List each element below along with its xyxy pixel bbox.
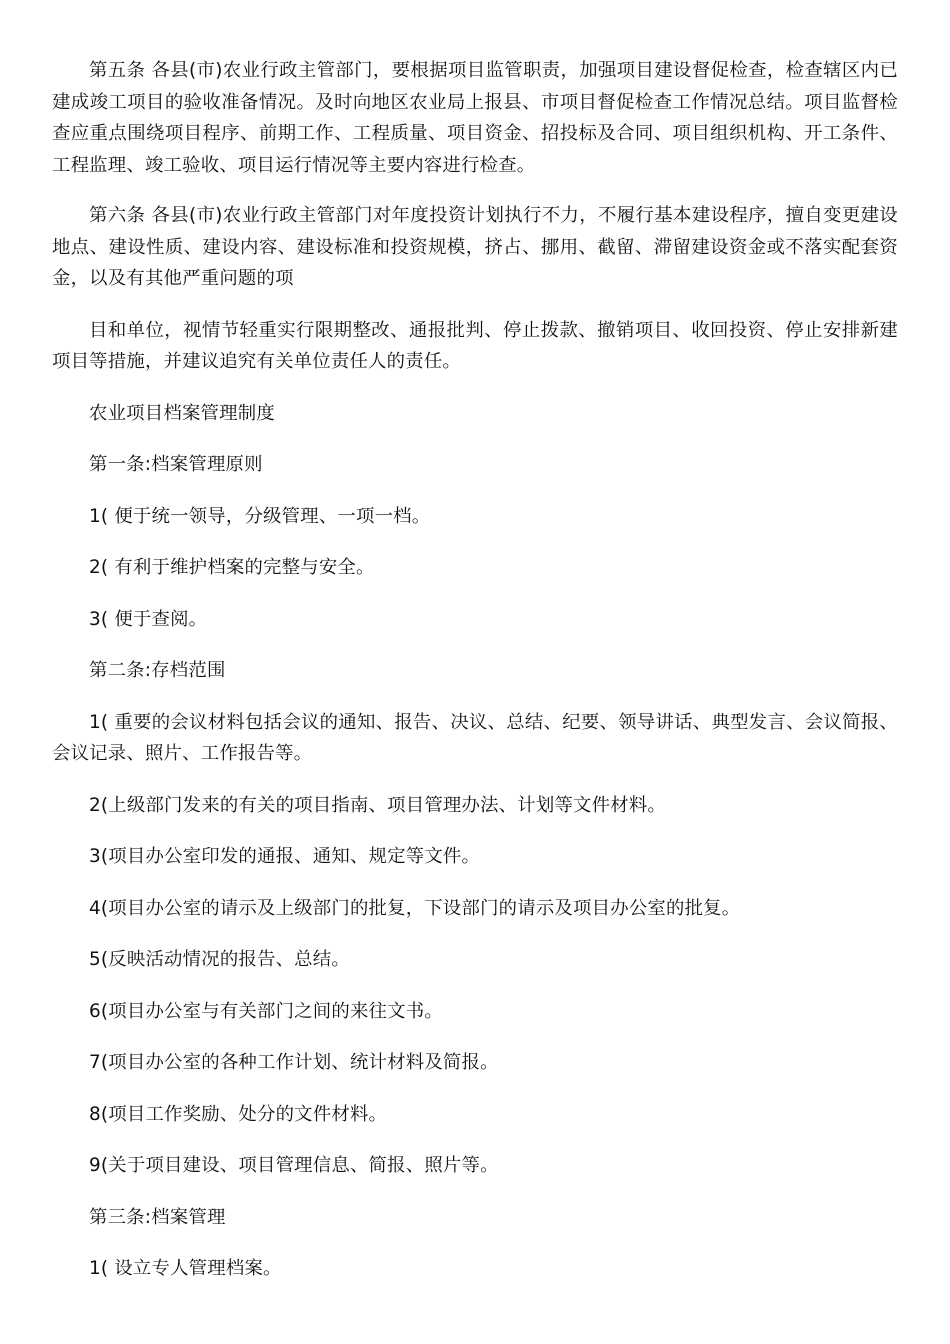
article-6-paragraph: 第六条 各县(市)农业行政主管部门对年度投资计划执行不力，不履行基本建设程序，擅自变更建设地点、建设性质、建设内容、建设标准和投资规模，挤占、挪用、截留、滞留建设资金或不落实配套资金，以及有其他严重问题的项	[52, 205, 898, 289]
list-item: 1( 便于统一领导，分级管理、一项一档。	[89, 505, 431, 527]
list-item: 3(项目办公室印发的通报、通知、规定等文件。	[89, 846, 481, 867]
article-heading: 第一条:档案管理原则	[89, 454, 263, 475]
article-6-continuation-paragraph: 目和单位，视情节轻重实行限期整改、通报批判、停止拨款、撤销项目、收回投资、停止安排新建项目等措施，并建议追究有关单位责任人的责任。	[52, 319, 898, 372]
list-item: 9(关于项目建设、项目管理信息、简报、照片等。	[89, 1155, 499, 1176]
article-heading: 第二条:存档范围	[89, 660, 226, 681]
list-item: 1( 重要的会议材料包括会议的通知、报告、决议、总结、纪要、领导讲话、典型发言、会议简报、会议记录、照片、工作报告等。	[52, 711, 898, 764]
article-5-paragraph: 第五条 各县(市)农业行政主管部门，要根据项目监管职责，加强项目建设督促检查，检查辖区内已建成竣工项目的验收准备情况。及时向地区农业局上报县、市项目督促检查工作情况总结。项目监督检查应重点围绕项目程序、前期工作、工程质量、项目资金、招投标及合同、项目组织机构、开工条件、工程监理、竣工验收、项目运行情况等主要内容进行检查。	[52, 60, 898, 176]
list-item: 6(项目办公室与有关部门之间的来往文书。	[89, 1000, 443, 1022]
article-heading: 第三条:档案管理	[89, 1206, 226, 1228]
list-item: 3( 便于查阅。	[89, 608, 208, 630]
list-item: 4(项目办公室的请示及上级部门的批复，下设部门的请示及项目办公室的批复。	[89, 897, 741, 919]
list-item: 2(上级部门发来的有关的项目指南、项目管理办法、计划等文件材料。	[89, 794, 666, 816]
list-item: 7(项目办公室的各种工作计划、统计材料及简报。	[89, 1052, 499, 1073]
section-heading: 农业项目档案管理制度	[89, 402, 275, 424]
list-item: 5(反映活动情况的报告、总结。	[89, 949, 350, 970]
list-item: 2( 有利于维护档案的完整与安全。	[89, 557, 375, 578]
list-item: 1( 设立专人管理档案。	[89, 1258, 282, 1279]
list-item: 8(项目工作奖励、处分的文件材料。	[89, 1103, 388, 1125]
document-page	[52, 55, 898, 1285]
